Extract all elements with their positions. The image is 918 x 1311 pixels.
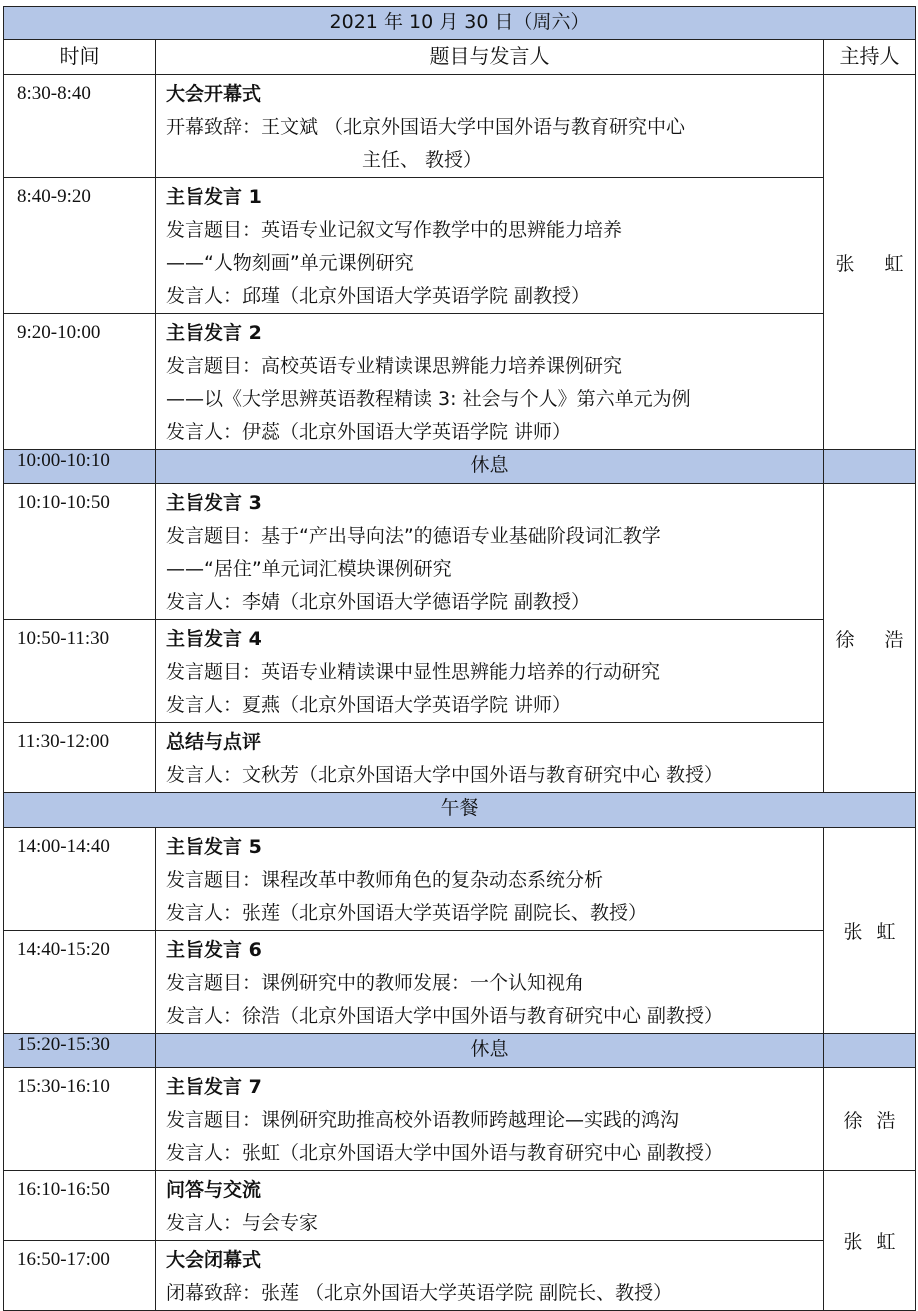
session-title: 主旨发言 4 [166,628,262,650]
session-line: 发言人：张虹（北京外国语大学中国外语与教育研究中心 副教授） [166,1142,724,1164]
col-header-topic: 题目与发言人 [156,40,824,75]
host-name-first: 张 [843,921,863,943]
session-line: 发言题目：课例研究中的教师发展：一个认知视角 [166,972,585,994]
session-line: 发言人：伊蕊（北京外国语大学英语学院 讲师） [166,421,572,443]
table-row [4,314,916,450]
date-header-row [4,7,916,40]
table-row [4,178,916,314]
break-label: 休息 [156,1034,824,1068]
session-title: 主旨发言 2 [166,322,262,344]
session-time: 8:40-9:20 [4,178,156,314]
col-header-host: 主持人 [824,40,916,75]
break-label: 休息 [156,450,824,484]
session-line: ——以《大学思辨英语教程精读 3: 社会与个人》第六单元为例 [166,388,691,410]
lunch-label: 午餐 [4,793,916,828]
session-content [156,1241,824,1311]
session-content [156,931,824,1034]
host-name-first: 张 [835,252,855,275]
table-row [4,1241,916,1311]
session-content [156,828,824,931]
table-row [4,931,916,1034]
host-name-second: 虹 [884,252,904,275]
host-name-first: 徐 [843,1109,863,1132]
table-row [4,723,916,793]
break-host-cell [824,450,916,484]
session-line: 发言人：与会专家 [166,1212,319,1234]
host-cell [824,484,916,793]
session-time: 8:30-8:40 [4,75,156,178]
host-name-second: 浩 [884,628,904,651]
session-line: 发言题目：课程改革中教师角色的复杂动态系统分析 [166,869,604,891]
session-title: 主旨发言 5 [166,836,262,858]
session-time: 16:10-16:50 [4,1171,156,1241]
session-content [156,178,824,314]
session-line: 发言人：夏燕（北京外国语大学英语学院 讲师） [166,694,572,716]
session-line: 发言人：徐浩（北京外国语大学中国外语与教育研究中心 副教授） [166,1005,724,1027]
session-line: 发言题目：英语专业记叙文写作教学中的思辨能力培养 [166,219,623,241]
session-time: 14:00-14:40 [4,828,156,931]
session-title: 总结与点评 [166,731,262,753]
session-line: 发言人：张莲（北京外国语大学英语学院 副院长、教授） [166,902,648,924]
session-time: 14:40-15:20 [4,931,156,1034]
break-row [4,1034,916,1068]
session-content [156,75,824,178]
table-row [4,620,916,723]
session-time: 16:50-17:00 [4,1241,156,1311]
session-title: 大会闭幕式 [166,1249,262,1271]
session-line: ——“人物刻画”单元课例研究 [166,252,414,274]
session-title: 大会开幕式 [166,83,262,105]
session-time: 11:30-12:00 [4,723,156,793]
break-row [4,450,916,484]
break-time: 15:20-15:30 [4,1034,156,1068]
session-line: 闭幕致辞：张莲 （北京外国语大学英语学院 副院长、教授） [166,1282,673,1304]
session-title: 主旨发言 3 [166,492,262,514]
schedule-table [3,6,916,1311]
host-name-second: 虹 [876,921,896,943]
session-title: 主旨发言 1 [166,186,262,208]
session-line: 发言题目：课例研究助推高校外语教师跨越理论—实践的鸿沟 [166,1109,680,1131]
table-row [4,75,916,178]
session-content [156,314,824,450]
session-line: 发言人：李婧（北京外国语大学德语学院 副教授） [166,591,591,613]
host-name-second: 虹 [876,1231,896,1253]
session-content [156,1171,824,1241]
session-line: 发言人：文秋芳（北京外国语大学中国外语与教育研究中心 教授） [166,764,724,786]
session-line: 发言人：邱瑾（北京外国语大学英语学院 副教授） [166,285,591,307]
host-name-first: 徐 [835,628,855,651]
lunch-row [4,793,916,828]
session-line: 发言题目：基于“产出导向法”的德语专业基础阶段词汇教学 [166,525,661,547]
host-cell [824,75,916,450]
session-content [156,723,824,793]
session-time: 10:10-10:50 [4,484,156,620]
session-content [156,620,824,723]
column-header-row [4,40,916,75]
break-time: 10:00-10:10 [4,450,156,484]
table-row [4,484,916,620]
session-time: 15:30-16:10 [4,1068,156,1171]
session-time: 9:20-10:00 [4,314,156,450]
table-row [4,1068,916,1171]
host-cell [824,1068,916,1171]
session-content [156,1068,824,1171]
session-title: 问答与交流 [166,1179,262,1201]
session-line: 发言题目：高校英语专业精读课思辨能力培养课例研究 [166,355,623,377]
table-row [4,828,916,931]
date-header: 2021 年 10 月 30 日（周六） [4,7,916,40]
session-line: 主任、 教授） [362,149,483,171]
session-title: 主旨发言 7 [166,1076,262,1098]
session-title: 主旨发言 6 [166,939,262,961]
session-line: ——“居住”单元词汇模块课例研究 [166,558,452,580]
host-cell [824,828,916,1034]
break-host-cell [824,1034,916,1068]
host-cell [824,1171,916,1311]
session-content [156,484,824,620]
host-name-second: 浩 [876,1109,896,1132]
session-line: 发言题目：英语专业精读课中显性思辨能力培养的行动研究 [166,661,661,683]
session-line: 开幕致辞：王文斌 （北京外国语大学中国外语与教育研究中心 [166,116,686,138]
host-name-first: 张 [843,1231,863,1253]
table-row [4,1171,916,1241]
session-time: 10:50-11:30 [4,620,156,723]
col-header-time: 时间 [4,40,156,75]
